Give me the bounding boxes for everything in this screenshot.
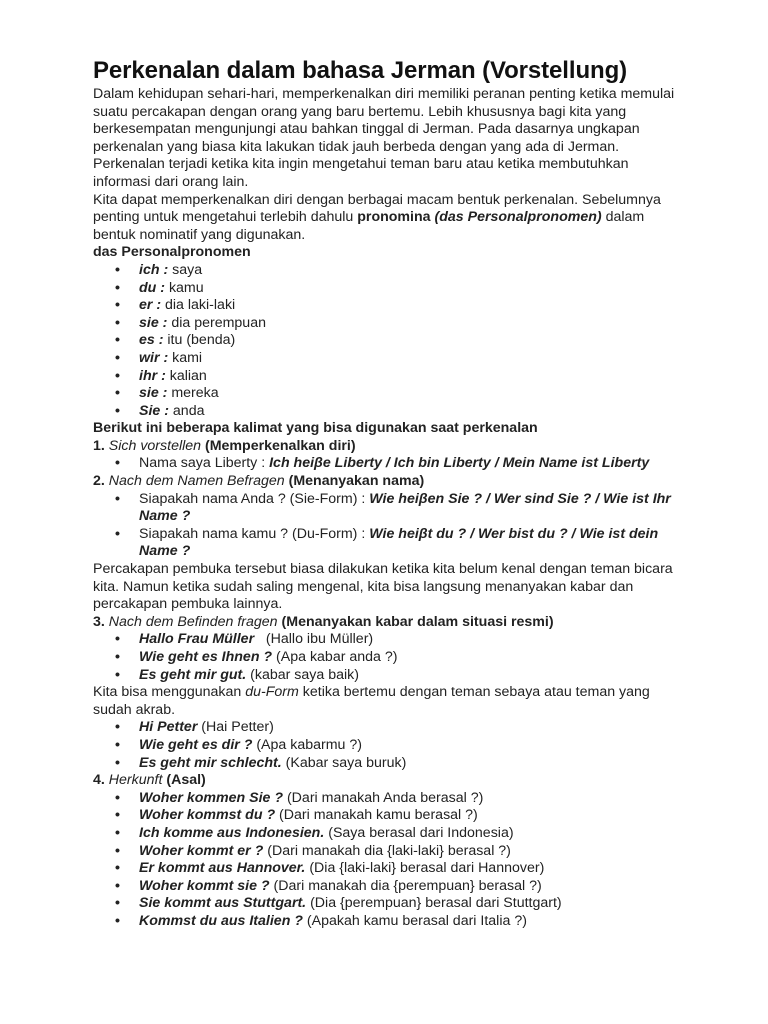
list-item — [139, 860, 683, 878]
list-item — [139, 649, 683, 667]
list-item — [139, 631, 683, 649]
list-item — [139, 368, 683, 386]
section-heading-2 — [93, 473, 683, 491]
pronoun-id: kamu — [165, 279, 204, 296]
list-item — [139, 825, 683, 843]
section-title-id: (Menanyakan kabar dalam situasi resmi) — [277, 613, 554, 630]
pronoun-de: sie : — [139, 314, 168, 331]
pronoun-id: dia perempuan — [167, 314, 266, 331]
list-item — [139, 350, 683, 368]
section-2-list — [93, 491, 683, 561]
item-id: (Apa kabar anda ?) — [272, 649, 398, 665]
para4-du-form: du-Form — [245, 684, 299, 701]
item-de: Wie geht es dir ? — [139, 736, 253, 753]
section-heading-1 — [93, 438, 683, 456]
item-id: (Dari manakah dia {laki-laki} berasal ?) — [263, 842, 511, 859]
section-title-id: (Asal) — [162, 772, 206, 789]
item-de: Woher kommen Sie ? — [139, 789, 284, 806]
list-item — [139, 719, 683, 737]
pronoun-de: wir : — [139, 349, 169, 366]
pronoun-id: kalian — [165, 367, 207, 384]
list-item — [139, 913, 683, 931]
list-item — [139, 526, 683, 561]
section-title-de: Nach dem Namen Befragen — [108, 473, 285, 490]
section-title-de: Nach dem Befinden fragen — [108, 613, 278, 630]
list-item — [139, 878, 683, 896]
intro-text-b: dalam bentuk nominatif yang digunakan. — [93, 209, 645, 243]
item-de: Wie heiβt du ? / Wer bist du ? / Wie ist dein Name ? — [139, 525, 659, 560]
section-4-list — [93, 790, 683, 931]
list-item — [139, 280, 683, 298]
sentences-heading: Berikut ini beberapa kalimat yang bisa digunakan saat perkenalan — [93, 420, 538, 437]
pronoun-id: mereka — [167, 385, 219, 402]
list-item — [139, 790, 683, 808]
pronoun-id: anda — [168, 402, 205, 419]
section-number: 4. — [93, 772, 109, 789]
list-item — [139, 403, 683, 421]
pronoun-de: du : — [139, 279, 165, 296]
list-item — [139, 667, 683, 685]
section-title-de: Sich vorstellen — [108, 437, 202, 454]
list-item — [139, 315, 683, 333]
section-heading-4 — [93, 772, 683, 790]
list-item — [139, 737, 683, 755]
intro-paragraph: Dalam kehidupan sehari-hari, memperkenalkan diri memiliki peranan penting ketika memulai suatu percakapan dengan orang yang baru bertemu. Lebih khususnya bagi kita yang berkesempatan mengunjungi atau bahkan tinggal di Jerman. Pada dasarnya ungkapan perkenalan yang biasa kita lakukan tidak jauh berbeda dengan yang ada di Jerman. Perkenalan terjadi ketika kita ingin mengetahui teman baru atau ketika membutuhkan informasi dari orang lain. — [93, 86, 675, 190]
item-plain: Siapakah nama kamu ? (Du-Form) : — [139, 525, 370, 542]
item-id: (Apakah kamu berasal dari Italia ?) — [302, 912, 527, 929]
list-item — [139, 895, 683, 913]
section-title-id: (Menanyakan nama) — [284, 473, 425, 490]
paragraph-3: Percakapan pembuka tersebut biasa dilakukan ketika kita belum kenal dengan teman bicara kita. Namun ketika sudah saling mengenal, kita bisa langsung menanyakan kabar dan percakapan pembuka lainnya. — [93, 561, 673, 613]
list-item — [139, 455, 683, 473]
list-item — [139, 807, 683, 825]
item-de: Wie heiβen Sie ? / Wer sind Sie ? / Wie ist Ihr Name ? — [139, 490, 671, 525]
item-id: (kabar saya baik) — [246, 666, 359, 683]
page-title: Perkenalan dalam bahasa Jerman (Vorstellung) — [93, 57, 628, 84]
pronoun-de: ihr : — [139, 367, 166, 384]
item-id: (Apa kabarmu ?) — [252, 736, 362, 753]
item-plain: Nama saya Liberty : — [139, 455, 270, 472]
section-3b-list — [93, 719, 683, 772]
intro-text-a: Kita dapat memperkenalkan diri dengan berbagai macam bentuk perkenalan. Sebelumnya penting untuk mengetahui terlebih dahulu — [93, 191, 661, 226]
pronoun-heading: das Personalpronomen — [93, 244, 251, 261]
pronoun-id: itu (benda) — [163, 332, 236, 349]
list-item — [139, 332, 683, 350]
item-id: (Saya berasal dari Indonesia) — [324, 824, 514, 841]
item-de: Ich komme aus Indonesien. — [139, 824, 325, 841]
item-id: (Dari manakah kamu berasal ?) — [275, 807, 478, 824]
list-item — [139, 297, 683, 315]
section-3-list — [93, 631, 683, 684]
item-id: (Hallo ibu Müller) — [254, 631, 374, 648]
pronoun-id: dia laki-laki — [161, 297, 236, 314]
pronoun-id: kami — [168, 349, 203, 366]
item-de: Woher kommt sie ? — [139, 877, 270, 894]
pronoun-de: Sie : — [139, 402, 169, 419]
item-id: (Dari manakah dia {perempuan} berasal ?) — [269, 877, 542, 894]
item-id: (Kabar saya buruk) — [281, 754, 407, 771]
intro-paragraph-2 — [93, 192, 683, 245]
item-id: (Dari manakah Anda berasal ?) — [283, 789, 484, 806]
list-item — [139, 491, 683, 526]
item-id: (Hai Petter) — [197, 719, 274, 736]
list-item — [139, 262, 683, 280]
para4-text-a: Kita bisa menggunakan — [93, 684, 246, 701]
list-item — [139, 755, 683, 773]
paragraph-4 — [93, 684, 683, 719]
pronoun-list — [93, 262, 683, 420]
pronoun-de: es : — [139, 332, 164, 349]
list-item — [139, 843, 683, 861]
pronoun-de: er : — [139, 297, 162, 314]
item-de: Woher kommt er ? — [139, 842, 264, 859]
item-de: Woher kommst du ? — [139, 807, 276, 824]
item-de: Er kommt aus Hannover. — [139, 860, 306, 877]
document-page — [93, 56, 683, 931]
section-title-de: Herkunft — [108, 772, 163, 789]
para4-text-b: ketika bertemu dengan teman sebaya atau teman yang sudah akrab. — [93, 684, 650, 718]
pronoun-id: saya — [168, 261, 203, 278]
item-id: (Dia {perempuan} berasal dari Stuttgart) — [306, 895, 562, 912]
section-title-id: (Memperkenalkan diri) — [201, 437, 356, 454]
pronoun-de: sie : — [139, 385, 168, 402]
item-de: Hi Petter — [139, 719, 198, 736]
list-item — [139, 385, 683, 403]
section-number: 2. — [93, 473, 109, 490]
item-de: Sie kommt aus Stuttgart. — [139, 895, 307, 912]
item-de: Kommst du aus Italien ? — [139, 912, 303, 929]
pronoun-de: ich : — [139, 261, 169, 278]
section-number: 3. — [93, 613, 109, 630]
item-de: Wie geht es Ihnen ? — [139, 649, 273, 665]
section-1-list — [93, 455, 683, 473]
intro-term-personalpronomen: (das Personalpronomen) — [430, 209, 602, 226]
section-number: 1. — [93, 437, 109, 454]
item-de: Es geht mir schlecht. — [139, 754, 282, 771]
section-heading-3 — [93, 614, 683, 632]
item-plain: Siapakah nama Anda ? (Sie-Form) : — [139, 490, 370, 507]
intro-term-pronomina: pronomina — [357, 209, 431, 226]
item-de: Hallo Frau Müller — [139, 631, 255, 648]
item-id: (Dia {laki-laki} berasal dari Hannover) — [305, 860, 545, 877]
item-de: Es geht mir gut. — [139, 666, 247, 683]
item-de: Ich heiβe Liberty / Ich bin Liberty / Mein Name ist Liberty — [269, 455, 650, 472]
